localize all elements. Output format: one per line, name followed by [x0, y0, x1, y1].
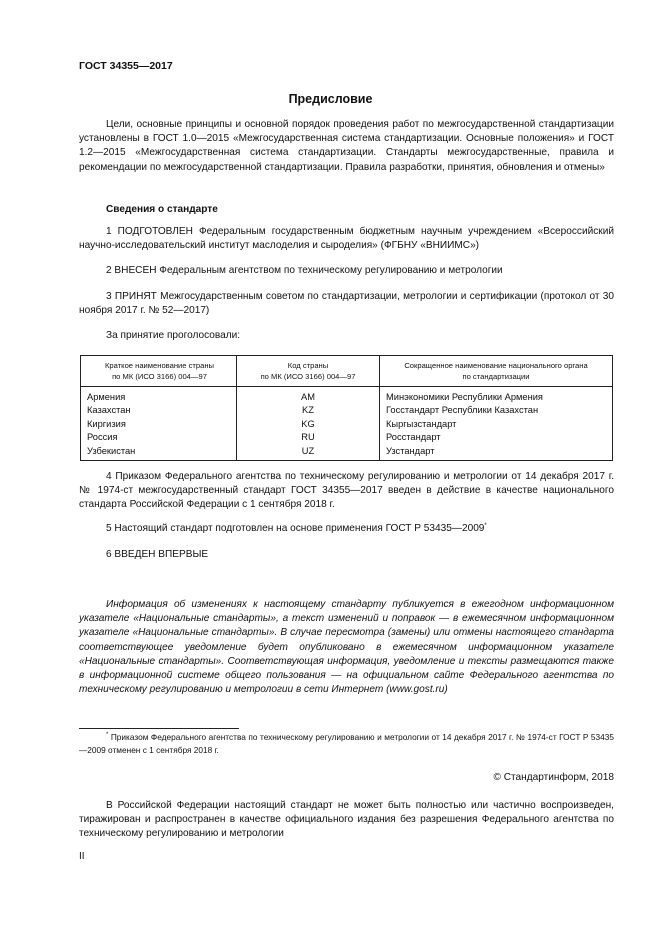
item-1-text: 1 ПОДГОТОВЛЕН Федеральным государственным бюджетным научным учреждением «Всероссийский научно-исследовательский институт маслоделия и сыроделия» (ФГБНУ «ВНИИМС») [79, 226, 614, 252]
footnote-divider [79, 728, 239, 729]
header-country-name [81, 356, 237, 387]
header-national-body [380, 356, 613, 387]
header-country-code-line1: Код страны [287, 361, 329, 370]
item-5-paragraph [79, 522, 614, 536]
cell-code: KZ [237, 404, 380, 417]
cell-code: AM [237, 387, 380, 405]
info-notice-paragraph [79, 598, 614, 697]
footnote-mark: * [106, 732, 109, 738]
cell-country: Казахстан [81, 404, 237, 417]
cell-code: RU [237, 431, 380, 444]
document-code-header: ГОСТ 34355—2017 [79, 60, 173, 72]
cell-country: Армения [81, 387, 237, 405]
cell-body: Госстандарт Республики Казахстан [380, 404, 613, 417]
rights-text: В Российской Федерации настоящий стандарт не может быть полностью или частично воспроизведен, тиражирован и распространен в качестве официального издания без разрешения Федерального агентства по техническому регулированию и метрологии [79, 800, 614, 840]
header-national-body-line2: по стандартизации [462, 372, 530, 381]
item-1-paragraph [79, 225, 614, 253]
table-header-row [81, 356, 613, 387]
item-3-text: 3 ПРИНЯТ Межгосударственным советом по стандартизации, метрологии и сертификации (протокол от 30 ноября 2017 г. № 52—2017) [79, 291, 614, 317]
footnote [79, 731, 614, 757]
countries-table [80, 355, 613, 461]
intro-text: Цели, основные принципы и основной порядок проведения работ по межгосударственной стандартизации установлены в ГОСТ 1.0—2015 «Межгосударственная система стандартизации. Основные положения» и ГОСТ 1.2—2015 «Межгосударственная система стандартизации. Стандарты межгосударственные, правила и рекомендации по межгосударственной стандартизации. Правила разработки, принятия, обновления и отмены» [79, 119, 614, 173]
cell-body: Кыргызстандарт [380, 418, 613, 431]
cell-country: Россия [81, 431, 237, 444]
copyright-notice: © Стандартинформ, 2018 [493, 772, 614, 783]
page-number: II [79, 851, 85, 862]
header-country-code [237, 356, 380, 387]
cell-body: Минэкономики Республики Армения [380, 387, 613, 405]
cell-code: KG [237, 418, 380, 431]
footnote-reference-mark: * [484, 523, 487, 529]
item-2-paragraph [79, 264, 614, 278]
info-notice-text: Информация об изменениях к настоящему стандарту публикуется в ежегодном информационном указателе «Национальные стандарты», а текст изменений и поправок — в ежемесячном информационном указателе «Национальные стандарты». В случае пересмотра (замены) или отмены настоящего стандарта соответствующее уведомление будет опубликовано в ежемесячном информационном указателе «Национальные стандарты». Соответствующая информация, уведомление и тексты размещаются также в информационной системе общего пользования — на официальном сайте Федерального агентства по техническому регулированию и метрологии в сети Интернет (www.gost.ru) [79, 599, 614, 696]
table-row [81, 404, 613, 417]
header-country-name-line2: по МК (ИСО 3166) 004—97 [112, 372, 207, 381]
cell-country: Узбекистан [81, 445, 237, 461]
voted-text: За принятие проголосовали: [106, 330, 241, 341]
table-row [81, 445, 613, 461]
voted-paragraph [79, 329, 614, 343]
item-6-paragraph [79, 548, 614, 562]
item-4-paragraph [79, 470, 614, 513]
footnote-text: Приказом Федерального агентства по техническому регулированию и метрологии от 14 декабря 2017 г. № 1974-ст ГОСТ Р 53435—2009 отменен с 1 сентября 2018 г. [79, 732, 614, 755]
header-country-name-line1: Краткое наименование страны [105, 361, 214, 370]
item-4-text: 4 Приказом Федерального агентства по техническому регулированию и метрологии от 14 декабря 2017 г. № 1974-ст межгосударственный стандарт ГОСТ 34355—2017 введен в действие в качестве национального стандарта Российской Федерации с 1 сентября 2018 г. [79, 471, 614, 511]
table-row [81, 418, 613, 431]
cell-code: UZ [237, 445, 380, 461]
section-heading [79, 203, 614, 217]
item-5-text: 5 Настоящий стандарт подготовлен на основе применения ГОСТ Р 53435—2009 [106, 523, 485, 534]
cell-country: Киргизия [81, 418, 237, 431]
rights-paragraph [79, 799, 614, 842]
item-2-text: 2 ВНЕСЕН Федеральным агентством по техническому регулированию и метрологии [106, 265, 503, 276]
item-6-text: 6 ВВЕДЕН ВПЕРВЫЕ [106, 549, 209, 560]
intro-paragraph [79, 118, 614, 175]
section-heading-text: Сведения о стандарте [106, 204, 218, 215]
item-3-paragraph [79, 290, 614, 318]
header-country-code-line2: по МК (ИСО 3166) 004—97 [260, 372, 356, 381]
table-row [81, 431, 613, 444]
cell-body: Узстандарт [380, 445, 613, 461]
table-row [81, 387, 613, 405]
cell-body: Росстандарт [380, 431, 613, 444]
header-national-body-line1: Сокращенное наименование национального органа [404, 361, 588, 370]
page-title: Предисловие [288, 92, 373, 106]
